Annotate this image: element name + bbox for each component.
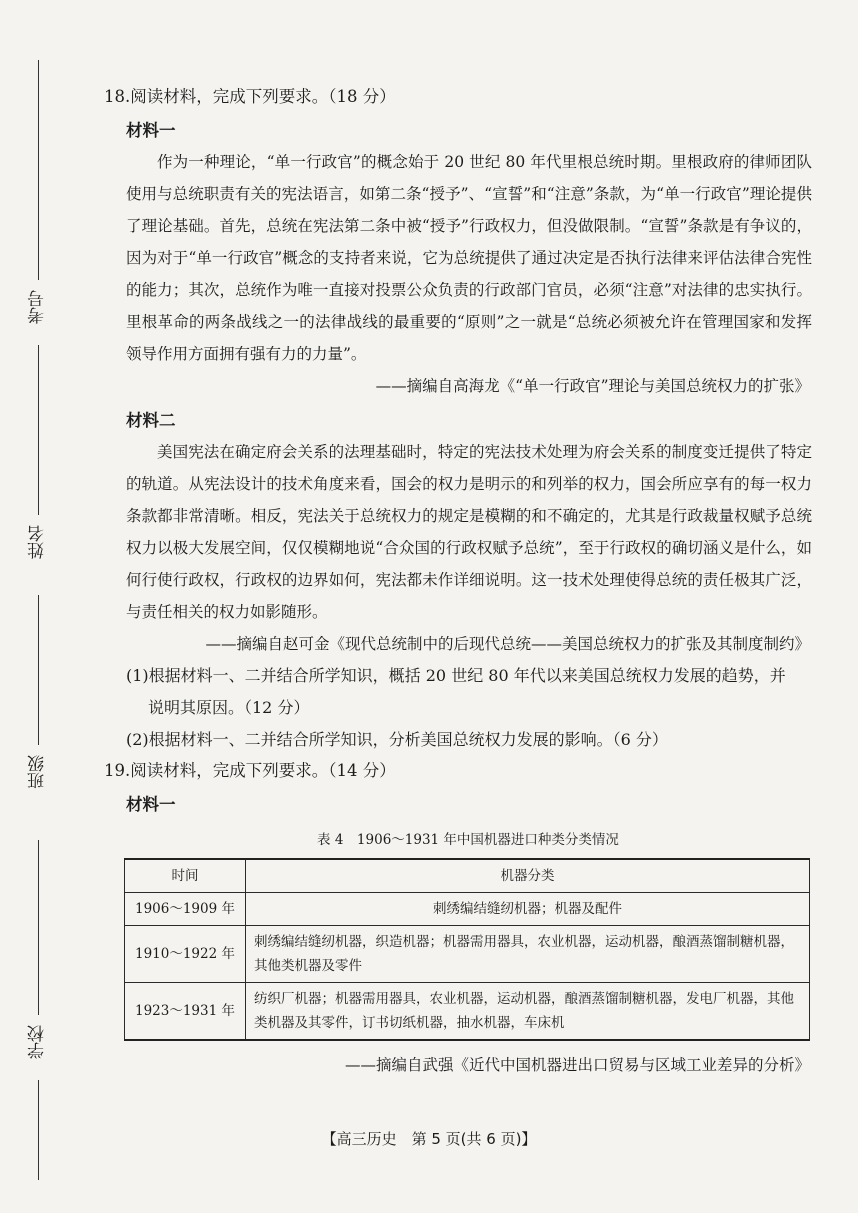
question-19-heading: 19.阅读材料，完成下列要求。（14 分） bbox=[104, 761, 396, 780]
q18-material-2-title: 材料二 bbox=[126, 411, 176, 430]
q18-material-1-source: ——摘编自高海龙《“单一行政官”理论与美国总统权力的扩张》 bbox=[375, 377, 810, 395]
table-row bbox=[125, 893, 810, 926]
q18-material-1-title: 材料一 bbox=[126, 121, 176, 140]
row-category: 纺织厂机器；机器需用器具，农业机器，运动机器，酿酒蒸馏制糖机器，发电厂机器，其他类机器及其零件，订书切纸机器，抽水机器，车床机 bbox=[246, 983, 810, 1041]
question-18-heading: 18.阅读材料，完成下列要求。（18 分） bbox=[104, 87, 396, 106]
margin-line bbox=[38, 595, 39, 745]
row-category: 刺绣编结缝纫机器；机器及配件 bbox=[246, 893, 810, 926]
margin-line bbox=[38, 840, 39, 1015]
table-row bbox=[125, 983, 810, 1041]
q18-subquestion-1: (1)根据材料一、二并结合所学知识，概括 20 世纪 80 年代以来美国总统权力发展的趋势，并 bbox=[126, 666, 786, 685]
row-time: 1906～1909 年 bbox=[125, 893, 246, 926]
column-header-category: 机器分类 bbox=[246, 859, 810, 893]
q18-subquestion-2: (2)根据材料一、二并结合所学知识，分析美国总统权力发展的影响。（6 分） bbox=[126, 730, 668, 749]
q18-material-2-text: 美国宪法在确定府会关系的法理基础时，特定的宪法技术处理为府会关系的制度变迁提供了特定的轨道。从宪法设计的技术角度来看，国会的权力是明示的和列举的权力，国会所应享有的每一权力条款都非常清晰。相反，宪法关于总统权力的规定是模糊的和不确定的，尤其是行政裁量权赋予总统权力以极大发展空间，仅仅模糊地说“合众国的行政权赋予总统”，至于行政权的确切涵义是什么，如何行使行政权，行政权的边界如何，宪法都未作详细说明。这一技术处理使得总统的责任极其广泛，与责任相关的权力如影随形。 bbox=[126, 443, 812, 621]
row-time: 1910～1922 年 bbox=[125, 926, 246, 983]
binding-margin bbox=[0, 0, 80, 1213]
q18-material-2-source: ——摘编自赵可金《现代总统制中的后现代总统——美国总统权力的扩张及其制度制约》 bbox=[205, 635, 810, 653]
margin-line bbox=[38, 345, 39, 515]
exam-number-label: 考号 bbox=[28, 290, 48, 324]
column-header-time: 时间 bbox=[125, 859, 246, 893]
page-footer: 【高三历史 第 5 页(共 6 页)】 bbox=[321, 1130, 537, 1148]
school-label: 学校 bbox=[28, 1025, 48, 1059]
class-label: 班级 bbox=[28, 755, 48, 789]
q19-material-1-title: 材料一 bbox=[126, 795, 176, 814]
main-content bbox=[104, 82, 812, 1081]
machinery-import-table bbox=[124, 858, 810, 1041]
margin-line bbox=[38, 60, 39, 280]
q19-material-1-source: ——摘编自武强《近代中国机器进出口贸易与区域工业差异的分析》 bbox=[344, 1056, 810, 1074]
table-row bbox=[125, 926, 810, 983]
q18-material-1-text: 作为一种理论，“单一行政官”的概念始于 20 世纪 80 年代里根总统时期。里根政府的律师团队使用与总统职责有关的宪法语言，如第二条“授予”、“宣誓”和“注意”条款，为“单一行政官”理论提供了理论基础。首先，总统在宪法第二条中被“授予”行政权力，但没做限制。“宣誓”条款是有争议的，因为对于“单一行政官”概念的支持者来说，它为总统提供了通过决定是否执行法律来评估法律合宪性的能力；其次，总统作为唯一直接对投票公众负责的行政部门官员，必须“注意”对法律的忠实执行。里根革命的两条战线之一的法律战线的最重要的“原则”之一就是“总统必须被允许在管理国家和发挥领导作用方面拥有强有力的力量”。 bbox=[126, 153, 812, 363]
q18-subquestion-1-cont: 说明其原因。（12 分） bbox=[148, 698, 310, 717]
row-category: 刺绣编结缝纫机器，织造机器；机器需用器具，农业机器，运动机器，酿酒蒸馏制糖机器，其他类机器及零件 bbox=[246, 926, 810, 983]
row-time: 1923～1931 年 bbox=[125, 983, 246, 1041]
table-header-row bbox=[125, 859, 810, 893]
table-caption: 表 4 1906～1931 年中国机器进口种类分类情况 bbox=[317, 832, 619, 848]
name-label: 姓名 bbox=[28, 525, 48, 559]
